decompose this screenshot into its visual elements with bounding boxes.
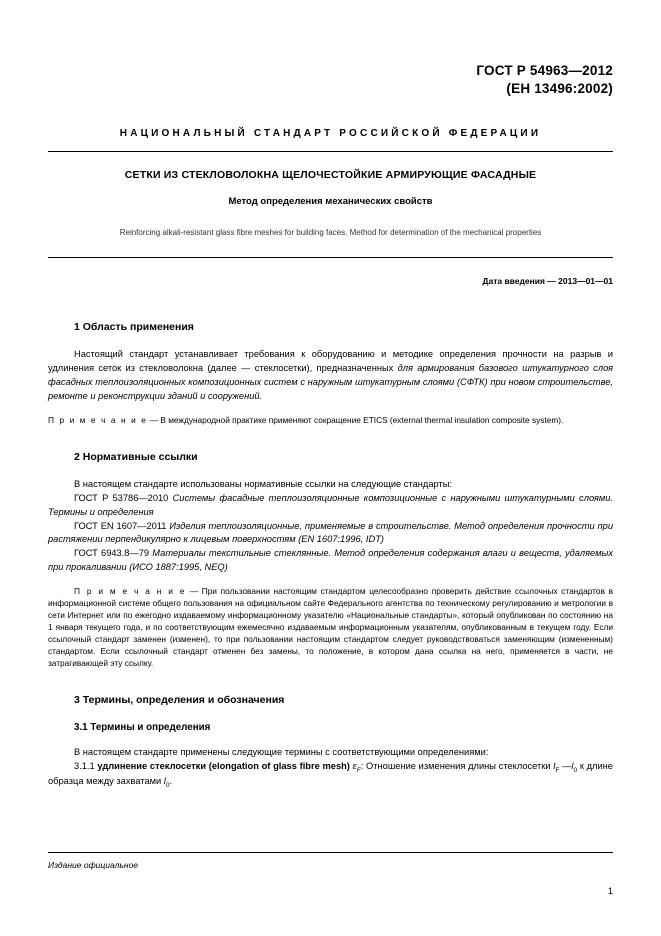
date-of-introduction: Дата введения — 2013—01—01: [482, 276, 613, 287]
section-2-reference-1: [48, 492, 613, 520]
section-3-1-intro: В настоящем стандарте применены следующие термины с соответствующими определениями:: [74, 746, 489, 757]
reference-3-code: ГОСТ 6943.8—79: [74, 548, 153, 559]
section-2-intro: В настоящем стандарте использованы нормативные ссылки на следующие стандарты:: [74, 478, 453, 489]
section-1-note-label: П р и м е ч а н и е: [48, 414, 148, 425]
term-definition: : Отношение изменения длины стеклосетки $l_F$ $—l_0$ к длине образца между захватами $l_0$.: [48, 760, 613, 790]
section-3-1-heading: 3.1 Термины и определения: [74, 722, 211, 734]
document-subtitle: Метод определения механических свойств: [228, 196, 433, 208]
document-title-english: Reinforcing alkali-resistant glass fibre meshes for building faces. Method for determination of the mechanical properties: [119, 228, 542, 238]
document-title: СЕТКИ ИЗ СТЕКЛОВОЛОКНА ЩЕЛОЧЕСТОЙКИЕ АРМИРУЮЩИЕ ФАСАДНЫЕ: [124, 169, 537, 182]
reference-1-code: ГОСТ Р 53786—2010: [74, 492, 173, 503]
section-2-reference-2: [48, 520, 613, 548]
section-2-note-text: — При пользовании настоящим стандартом целесообразно проверить действие ссылочных стандартов в информационной системе общего пользования на официальном сайте Федерального агентства по техническому регулированию и метрологии в сети Интернет или по ежегодно издаваемому информационному указателю «Национальные стандарты», который опубликован по состоянию на 1 января текущего года, и по соответствующим ежемесячно издаваемым информационным указателям, опубликованным в текущем году. Если ссылочный стандарт заменен (изменен), то при пользовании настоящим стандартом следует руководствоваться заменяющим (измененным) стандартом. Если ссылочный стандарт отменен без замены, то положение, в котором дана ссылка на него, применяется в части, не затрагивающей эту ссылку.: [48, 586, 613, 669]
page-number: 1: [607, 886, 613, 896]
page-content: [48, 0, 613, 791]
section-1-paragraph: [48, 348, 613, 404]
reference-2-title: Изделия теплоизоляционные, применяемые в строительстве. Метод определения прочности при растяжении перпендикулярно к лицевым поверхностям (EN 1607:1996, IDT): [48, 520, 614, 545]
reference-3-title: Материалы текстильные стеклянные. Метод определения содержания влаги и веществ, удаляемых при прокаливании (ИСО 1887:1995, NEQ): [48, 548, 613, 573]
footer-divider: [48, 852, 613, 853]
section-1-paragraph-italic: для армирования базового штукатурного слоя фасадных теплоизоляционных композиционных систем с наружным штукатурным слоями (СФТК) при новом строительстве, ремонте и реконструкции зданий и сооружений.: [48, 363, 614, 401]
section-2-note: [48, 585, 613, 669]
term-name: удлинение стеклосетки (elongation of glass fibre mesh): [97, 760, 350, 771]
section-1-note-text: — В международной практике применяют сокращение ETICS (external thermal insulation composite system).: [147, 414, 564, 425]
term-symbol: $\varepsilon_F$: [349, 760, 361, 774]
section-1-heading: 1 Область применения: [74, 321, 194, 334]
section-2-reference-3: [48, 547, 613, 575]
reference-1-title: Системы фасадные теплоизоляционные композиционные с наружными штукатурными слоями. Термины и определения: [48, 492, 613, 517]
section-1-paragraph-plain: Настоящий стандарт устанавливает требования к оборудованию и методике определения прочности на разрыв и удлинения сеток из стекловолокна (далее — стеклосетки), предназначенных: [48, 349, 613, 374]
document-body: [48, 320, 613, 791]
standard-code: [48, 62, 613, 98]
national-standard-caption: НАЦИОНАЛЬНЫЙ СТАНДАРТ РОССИЙСКОЙ ФЕДЕРАЦИИ: [119, 128, 542, 140]
section-1-note: [48, 414, 613, 426]
term-3-1-1: [48, 760, 613, 791]
section-3-heading: 3 Термины, определения и обозначения: [74, 694, 285, 707]
term-number: 3.1.1: [74, 760, 98, 771]
standard-code-line2: (ЕН 13496:2002): [506, 81, 613, 97]
header-divider-bottom: [48, 257, 613, 258]
section-2-heading: 2 Нормативные ссылки: [74, 450, 198, 463]
reference-2-code: ГОСТ EN 1607—2011: [74, 520, 170, 531]
footer-edition-note: Издание официальное: [48, 860, 139, 870]
section-2-note-label: П р и м е ч а н и е: [74, 586, 187, 597]
standard-code-line1: ГОСТ Р 54963—2012: [476, 63, 613, 78]
header-divider-top: [48, 151, 613, 152]
